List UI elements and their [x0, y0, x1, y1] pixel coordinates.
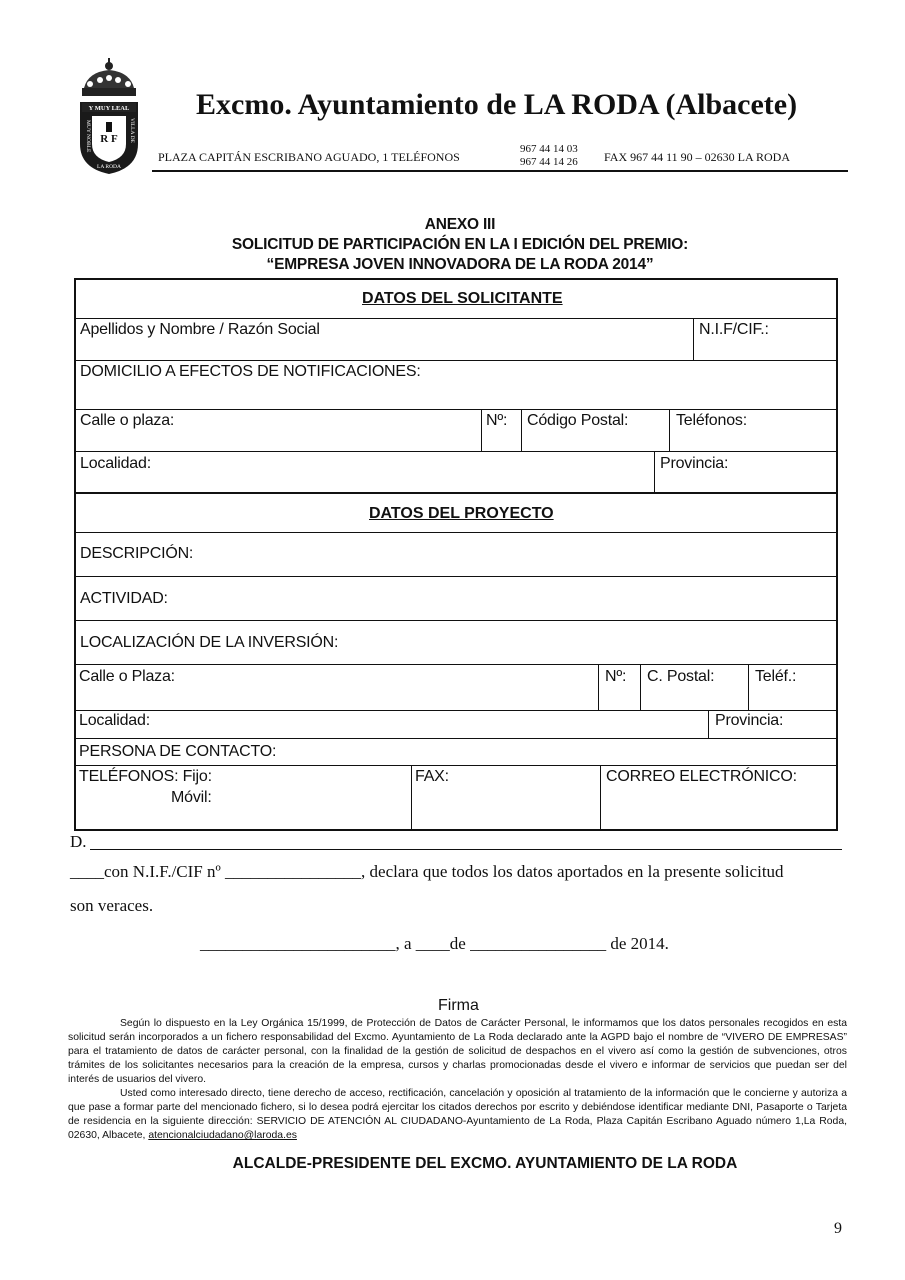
- divider: [411, 765, 412, 830]
- annex-title: SOLICITUD DE PARTICIPACIÓN EN LA I EDICIÓN DEL PREMIO:: [231, 236, 689, 253]
- section-title-solicitante: DATOS DEL SOLICITANTE: [362, 290, 563, 307]
- svg-text:MUY NOBLE: MUY NOBLE: [85, 120, 91, 153]
- phone-2: 967 44 14 26: [520, 156, 578, 168]
- divider: [75, 451, 837, 452]
- declaration-statement: , declara que todos los datos aportados en la presente solicitud: [361, 862, 784, 881]
- footer-title: ALCALDE-PRESIDENTE DEL EXCMO. AYUNTAMIENTO DE LA RODA: [232, 1155, 738, 1172]
- field-telefonos[interactable]: Teléfonos:: [676, 412, 747, 429]
- field-apellidos[interactable]: Apellidos y Nombre / Razón Social: [80, 321, 320, 338]
- legal-paragraph-2-text: Usted como interesado directo, tiene derecho de acceso, rectificación, cancelación y oposición al tratamiento de la información que le concierne y autoriza a que pase a formar parte del mencionado fichero, si lo desea podrá ejercitar los citados derechos por escrito y debiéndose identificar mediante DNI, Pasaporte o Tarjeta de residencia en la siguiente dirección: SERVICIO DE ATENCIÓN AL CIUDADANO-Ayuntamiento de La Roda, Plaza Capitán Escribano Aguado número 1,La Roda, 02630, Albacete,: [68, 1088, 847, 1141]
- divider: [75, 576, 837, 577]
- annex-subtitle: “EMPRESA JOVEN INNOVADORA DE LA RODA 2014”: [266, 256, 654, 273]
- legal-notice: [68, 1017, 847, 1143]
- field-localidad-proyecto[interactable]: Localidad:: [79, 712, 150, 729]
- field-nif[interactable]: N.I.F/CIF.:: [699, 321, 769, 338]
- divider: [640, 664, 641, 710]
- divider: [600, 765, 601, 830]
- phone-1: 967 44 14 03: [520, 143, 578, 155]
- divider: [75, 492, 837, 494]
- municipality-title: Excmo. Ayuntamiento de LA RODA (Albacete): [196, 88, 798, 121]
- legal-paragraph-1: Según lo dispuesto en la Ley Orgánica 15/1999, de Protección de Datos de Carácter Personal, le informamos que los datos personales recogidos en esta solicitud serán incorporados a un fichero responsabilidad del Excmo. Ayuntamiento de La Roda declarado ante la AGPD bajo el nombre de “VIVERO DE EMPRESAS” para el tratamiento de datos de carácter personal, con la finalidad de la gestión de solicitud de despachos en el vivero así como la gestión de subvenciones, otros trámites de los solicitantes necesarios para la creación de la empresa, cursos y charlas promocionadas desde el vivero e informar de servicios que puedan ser del interés de usuarios del vivero.: [68, 1018, 847, 1085]
- field-persona-contacto[interactable]: PERSONA DE CONTACTO:: [79, 743, 277, 760]
- place-blank[interactable]: _______________________: [200, 934, 396, 953]
- date-de: de: [449, 934, 466, 953]
- signature-label: Firma: [438, 997, 479, 1014]
- day-blank[interactable]: ____: [415, 934, 450, 953]
- declaration-nif-blank[interactable]: ________________: [225, 862, 362, 881]
- svg-text:R F: R F: [100, 133, 118, 145]
- field-correo[interactable]: CORREO ELECTRÓNICO:: [606, 768, 797, 785]
- divider: [75, 664, 837, 665]
- date-a: , a: [395, 934, 412, 953]
- divider: [75, 765, 837, 766]
- declaration-d: D.: [70, 832, 87, 851]
- field-calle[interactable]: Calle o plaza:: [80, 412, 175, 429]
- header-rule: [152, 170, 848, 172]
- divider: [75, 409, 837, 410]
- divider: [75, 532, 837, 533]
- divider: [708, 710, 709, 738]
- legal-paragraph-2: [68, 1087, 847, 1143]
- divider: [598, 664, 599, 710]
- divider: [521, 409, 522, 451]
- divider: [75, 318, 837, 319]
- declaration-line2: [70, 862, 784, 882]
- field-fax[interactable]: FAX:: [415, 768, 449, 785]
- field-telefono-fijo[interactable]: TELÉFONOS: Fijo:: [79, 768, 212, 785]
- divider: [75, 360, 837, 361]
- date-year: de 2014.: [610, 934, 669, 953]
- name-blank-line[interactable]: [90, 849, 842, 850]
- field-actividad[interactable]: ACTIVIDAD:: [80, 590, 168, 607]
- divider: [75, 738, 837, 739]
- divider: [481, 409, 482, 451]
- declaration-line3: son veraces.: [70, 896, 154, 915]
- field-domicilio[interactable]: DOMICILIO A EFECTOS DE NOTIFICACIONES:: [80, 363, 421, 380]
- svg-text:VILLA DE: VILLA DE: [129, 118, 135, 143]
- svg-text:Y MUY LEAL: Y MUY LEAL: [88, 105, 130, 112]
- svg-text:LA RODA: LA RODA: [97, 164, 121, 170]
- coat-of-arms-logo: [76, 58, 142, 176]
- divider: [75, 710, 837, 711]
- divider: [654, 451, 655, 492]
- field-localidad[interactable]: Localidad:: [80, 455, 151, 472]
- page-number: 9: [834, 1220, 842, 1237]
- section-title-proyecto: DATOS DEL PROYECTO: [369, 505, 554, 522]
- header-phones: [520, 143, 578, 169]
- annex-number: ANEXO III: [424, 216, 496, 233]
- field-telef[interactable]: Teléf.:: [755, 668, 797, 685]
- divider: [693, 318, 694, 360]
- divider: [748, 664, 749, 710]
- divider: [75, 620, 837, 621]
- contact-email-link[interactable]: atencionalciudadano@laroda.es: [148, 1130, 297, 1141]
- field-provincia-proyecto[interactable]: Provincia:: [715, 712, 784, 729]
- declaration-nif-label: ____con N.I.F./CIF nº: [70, 862, 221, 881]
- field-codigo-postal[interactable]: Código Postal:: [527, 412, 629, 429]
- field-provincia[interactable]: Provincia:: [660, 455, 729, 472]
- field-c-postal[interactable]: C. Postal:: [647, 668, 715, 685]
- field-numero-proyecto[interactable]: Nº:: [605, 668, 627, 685]
- field-calle-plaza[interactable]: Calle o Plaza:: [79, 668, 175, 685]
- header-fax: FAX 967 44 11 90 – 02630 LA RODA: [604, 150, 791, 164]
- divider: [669, 409, 670, 451]
- field-numero[interactable]: Nº:: [486, 412, 508, 429]
- date-line: [200, 934, 669, 954]
- field-descripcion[interactable]: DESCRIPCIÓN:: [80, 545, 194, 562]
- field-telefono-movil[interactable]: Móvil:: [171, 789, 212, 806]
- header-address: PLAZA CAPITÁN ESCRIBANO AGUADO, 1 TELÉFONOS: [158, 150, 460, 164]
- month-blank[interactable]: ________________: [470, 934, 607, 953]
- field-localizacion[interactable]: LOCALIZACIÓN DE LA INVERSIÓN:: [80, 634, 339, 651]
